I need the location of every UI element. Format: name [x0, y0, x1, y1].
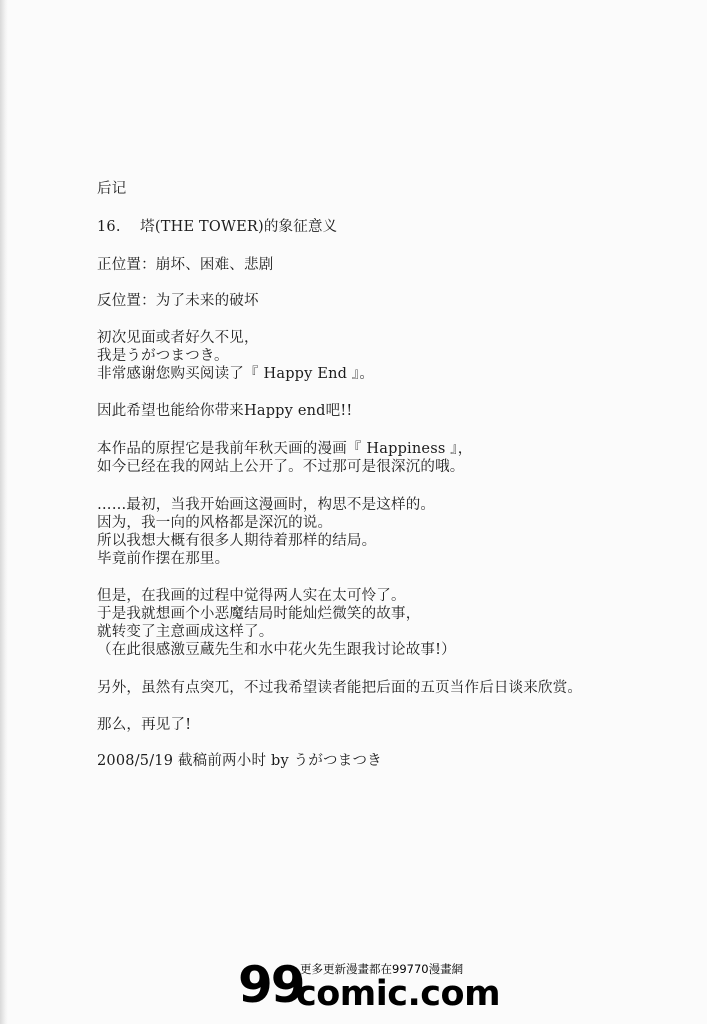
paragraph-line: （在此很感激豆蔵先生和水中花火先生跟我讨论故事!） [97, 642, 456, 658]
paragraph-line: 因此希望也能给你带来Happy end吧!! [97, 403, 353, 419]
watermark-domain: comic.com [296, 974, 501, 1014]
tarot-card-line: 16. 塔(THE TOWER)的象征意义 [97, 219, 338, 235]
paragraph-line: 初次见面或者好久不见， [97, 330, 259, 346]
paragraph-line: 本作品的原捏它是我前年秋天画的漫画『 Happiness 』， [97, 441, 473, 457]
page-edge [0, 0, 8, 1024]
paragraph-line: 另外，虽然有点突兀，不过我希望读者能把后面的五页当作后日谈来欣赏。 [97, 680, 583, 696]
paragraph-line: 所以我想大概有很多人期待着那样的结局。 [97, 533, 377, 549]
paragraph-line: 因为，我一向的风格都是深沉的说。 [97, 515, 333, 531]
paragraph-line: 如今已经在我的网站上公开了。不过那可是很深沉的哦。 [97, 459, 465, 475]
paragraph-line: 毕竟前作摆在那里。 [97, 551, 230, 567]
watermark-tagline: 更多更新漫畫都在99770漫畫網 [300, 962, 464, 976]
paragraph-line: 非常感谢您购买阅读了『 Happy End 』。 [97, 366, 375, 382]
upright-meaning: 正位置：崩坏、困难、悲剧 [97, 257, 274, 273]
signature-line: 2008/5/19 截稿前两小时 by うがつまつき [97, 753, 382, 769]
paragraph-line: 我是うがつまつき。 [97, 348, 229, 364]
paragraph-line: 那么，再见了! [97, 717, 192, 733]
paragraph-line: ……最初，当我开始画这漫画时，构思不是这样的。 [97, 497, 436, 513]
site-watermark [238, 958, 508, 1014]
watermark-number: 99 [238, 956, 304, 1014]
paragraph-line: 就转变了主意画成这样了。 [97, 624, 274, 640]
reversed-meaning: 反位置：为了未来的破坏 [97, 293, 259, 309]
afterword-heading: 后记 [97, 181, 127, 197]
paragraph-line: 于是我就想画个小恶魔结局时能灿烂微笑的故事， [97, 606, 421, 622]
paragraph-line: 但是，在我画的过程中觉得两人实在太可怜了。 [97, 588, 406, 604]
